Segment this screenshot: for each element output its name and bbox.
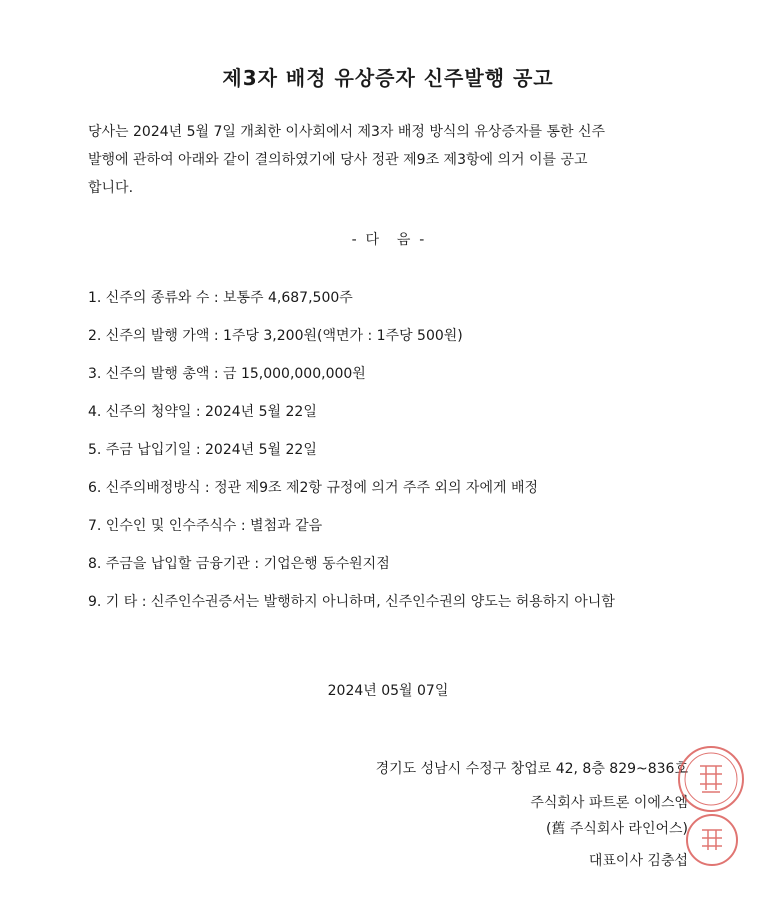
document-title: 제3자 배정 유상증자 신주발행 공고 — [222, 66, 554, 90]
company-name: 주식회사 파트론 이에스엠 — [530, 795, 688, 811]
intro-paragraph — [88, 118, 688, 202]
intro-line: 합니다. — [88, 180, 134, 196]
notice-item: 4. 신주의 청약일 : 2024년 5월 22일 — [88, 404, 317, 420]
former-company-name: (舊 주식회사 라인어스) — [545, 821, 688, 837]
notice-date: 2024년 05월 07일 — [327, 683, 449, 699]
ceo-name: 대표이사 김충섭 — [588, 853, 688, 869]
notice-item: 2. 신주의 발행 가액 : 1주당 3,200원(액면가 : 1주당 500원) — [88, 328, 463, 344]
notice-items-list — [88, 288, 728, 630]
notice-item: 7. 인수인 및 인수주식수 : 별첨과 같음 — [88, 518, 323, 534]
notice-item: 1. 신주의 종류와 수 : 보통주 4,687,500주 — [88, 290, 353, 306]
company-seal-stamp — [676, 744, 746, 814]
notice-item: 9. 기 타 : 신주인수권증서는 발행하지 아니하며, 신주인수권의 양도는 허용하지 아니함 — [88, 594, 615, 610]
company-address: 경기도 성남시 수정구 창업로 42, 8층 829~836호 — [375, 761, 688, 777]
notice-item: 5. 주금 납입기일 : 2024년 5월 22일 — [88, 442, 317, 458]
notice-item: 3. 신주의 발행 총액 : 금 15,000,000,000원 — [88, 366, 366, 382]
intro-line: 당사는 2024년 5월 7일 개최한 이사회에서 제3자 배정 방식의 유상증자를 통한 신주 — [88, 124, 606, 140]
intro-line: 발행에 관하여 아래와 같이 결의하였기에 당사 정관 제9조 제3항에 의거 이를 공고 — [88, 152, 588, 168]
representative-seal-stamp — [684, 812, 740, 868]
section-marker: - 다 음 - — [351, 232, 425, 248]
notice-item: 8. 주금을 납입할 금융기관 : 기업은행 동수원지점 — [88, 556, 390, 572]
notice-item: 6. 신주의배정방식 : 정관 제9조 제2항 규정에 의거 주주 외의 자에게 배정 — [88, 480, 538, 496]
